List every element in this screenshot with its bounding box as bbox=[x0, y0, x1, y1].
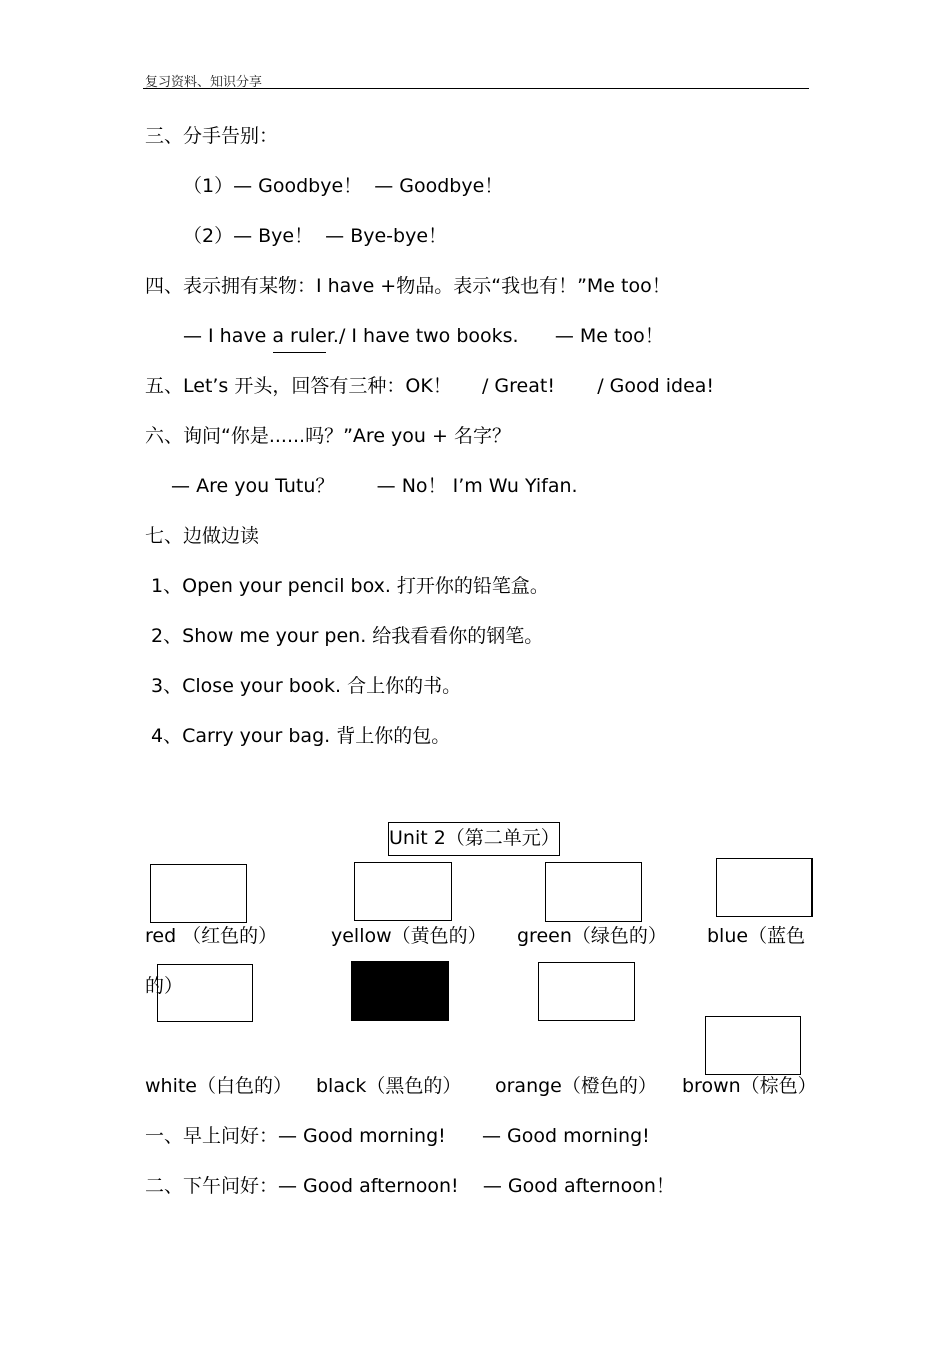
color-box-yellow bbox=[354, 862, 452, 921]
color-box-red bbox=[150, 864, 247, 923]
section4-example: — I have a ruler./ I have two books. — Me too！ bbox=[183, 325, 664, 347]
page-header: 复习资料、知识分享 bbox=[145, 75, 263, 90]
section3-line2: （2）— Bye！ — Bye-bye！ bbox=[183, 225, 448, 247]
section4-title: 四、表示拥有某物：I have +物品。表示“我也有！”Me too！ bbox=[145, 275, 671, 297]
header-divider bbox=[143, 88, 809, 89]
color-box-orange bbox=[538, 962, 635, 1021]
color-box-black bbox=[351, 961, 449, 1021]
color-box-brown bbox=[705, 1016, 801, 1075]
color-label-green: green（绿色的） bbox=[517, 925, 667, 947]
color-box-blue bbox=[716, 858, 813, 917]
greeting-morning: 一、早上问好：— Good morning! — Good morning! bbox=[145, 1125, 650, 1147]
section7-item: 2、Show me your pen. 给我看看你的钢笔。 bbox=[145, 625, 544, 647]
section6-example: — Are you Tutu？ — No！ I’m Wu Yifan. bbox=[165, 475, 578, 497]
color-label-blue-cont: 的） bbox=[145, 975, 184, 997]
color-label-orange: orange（橙色的） bbox=[495, 1075, 657, 1097]
color-label-blue: blue（蓝色 bbox=[707, 925, 806, 947]
color-box-green bbox=[545, 862, 642, 922]
color-label-yellow: yellow（黄色的） bbox=[331, 925, 487, 947]
color-label-brown: brown（棕色） bbox=[682, 1075, 817, 1097]
section3-line1: （1）— Goodbye！ — Goodbye！ bbox=[183, 175, 504, 197]
color-label-red: red （红色的） bbox=[145, 925, 278, 947]
unit2-title: Unit 2（第二单元） bbox=[388, 822, 560, 856]
section3-title: 三、分手告别： bbox=[145, 125, 279, 147]
color-label-white: white（白色的） bbox=[145, 1075, 292, 1097]
greeting-afternoon: 二、下午问好：— Good afternoon! — Good afternoon！ bbox=[145, 1175, 675, 1197]
section7-item: 4、Carry your bag. 背上你的包。 bbox=[145, 725, 451, 747]
section7-item: 3、Close your book. 合上你的书。 bbox=[145, 675, 462, 697]
section6-title: 六、询问“你是......吗？”Are you + 名字？ bbox=[145, 425, 511, 447]
ruler-underline bbox=[273, 352, 326, 353]
section5-title: 五、Let’s 开头，回答有三种：OK！ / Great! / Good idea! bbox=[145, 375, 715, 397]
section7-item: 1、Open your pencil box. 打开你的铅笔盒。 bbox=[145, 575, 549, 597]
color-label-black: black（黑色的） bbox=[316, 1075, 462, 1097]
section7-title: 七、边做边读 bbox=[145, 525, 260, 547]
